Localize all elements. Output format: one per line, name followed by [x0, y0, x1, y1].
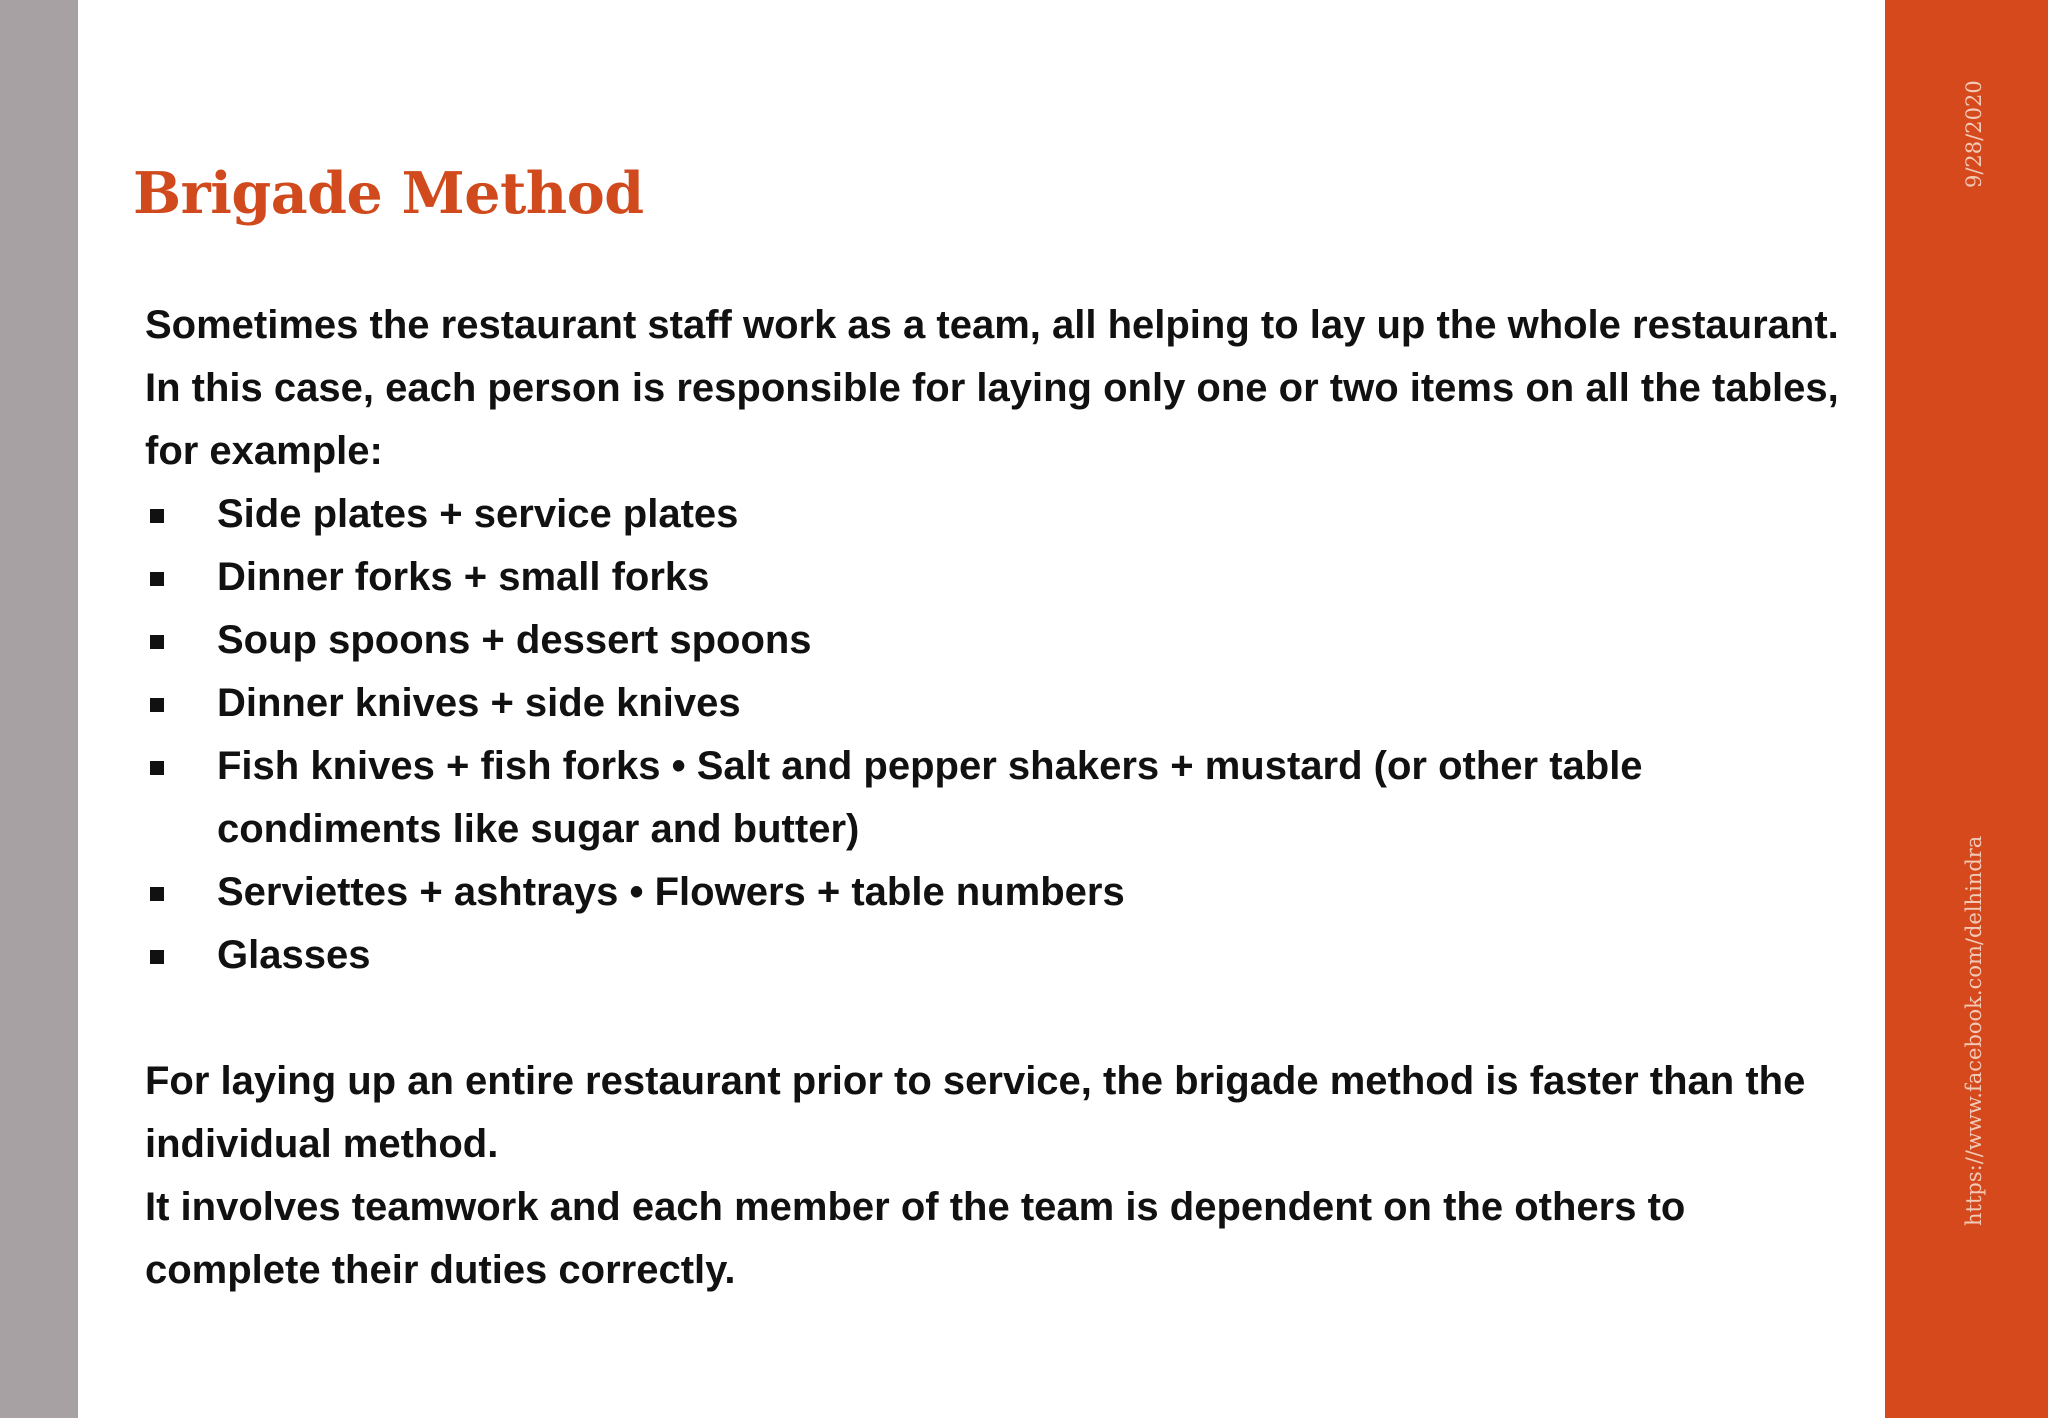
items-list	[145, 483, 1865, 987]
paragraph-spacer	[145, 987, 1865, 1050]
list-item: Serviettes + ashtrays • Flowers + table numbers	[145, 861, 1865, 924]
list-item: Dinner forks + small forks	[145, 546, 1865, 609]
closing-paragraph-1: For laying up an entire restaurant prior to service, the brigade method is faster than the individual method.	[145, 1059, 1806, 1166]
list-item: Glasses	[145, 924, 1865, 987]
closing-paragraph-2: It involves teamwork and each member of the team is dependent on the others to complete their duties correctly.	[145, 1185, 1686, 1292]
list-item: Dinner knives + side knives	[145, 672, 1865, 735]
list-item: Side plates + service plates	[145, 483, 1865, 546]
source-url: https://www.facebook.com/delhindra	[1962, 835, 1986, 1226]
slide-body	[145, 294, 1865, 1302]
slide-title: Brigade Method	[133, 160, 644, 227]
slide-date: 9/28/2020	[1962, 80, 1986, 188]
intro-paragraph-2: In this case, each person is responsible for laying only one or two items on all the tables, for example:	[145, 366, 1839, 473]
intro-paragraph-1: Sometimes the restaurant staff work as a team, all helping to lay up the whole restaurant.	[145, 303, 1839, 347]
left-decorative-bar	[0, 0, 78, 1418]
list-item: Fish knives + fish forks • Salt and pepper shakers + mustard (or other table condiments like sugar and butter)	[145, 735, 1865, 861]
list-item: Soup spoons + dessert spoons	[145, 609, 1865, 672]
